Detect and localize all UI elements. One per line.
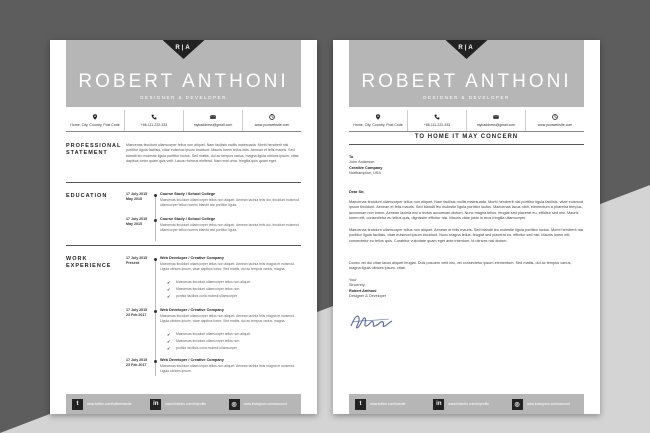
- contact-address: [349, 110, 408, 131]
- web-icon: [552, 114, 558, 120]
- statement-text: Maecenas tincidunt ullamcorper tellus non aliquet. Nam facilisis mollis malesuada. Morbi hendrerit nisi porttitor ligula facilisis, vitae euismod ipsum tincidunt. Mauris lorem tellus felis. Aenean et felis mauris. Sed blandit leo molestie ligula porttitor luctus. Sed mattis, dui ac tempus varius, magna ligula ultrices ipsum, vitae dapibus tortor quam quis velit. Lacus rhoncus eleifend. Nam erat urna, fringilla quis quam eget.: [126, 143, 299, 164]
- education-text-1: Maecenas tincidunt ullamcorper tellus non aliquet. Aenean lacinia felis dui, tincidunt euismod ullamcorper tellus nonem blandit nisi porttitor ligula.: [160, 198, 299, 207]
- contact-web: [526, 110, 584, 131]
- monogram: R|A: [458, 45, 475, 51]
- letter-header: [349, 40, 584, 107]
- contact-web: [243, 110, 301, 131]
- contact-phone: [408, 110, 467, 131]
- work-date-end: 23 Feb 2017: [126, 363, 147, 367]
- resume-subtitle: DESIGNER & DEVELOPER: [140, 95, 227, 100]
- education-timeline: [155, 194, 156, 241]
- work-bullet: portitor facilisis curia molesti ullamcorper: [176, 294, 238, 298]
- footer-twitter[interactable]: [349, 399, 427, 410]
- letter-recipient: [349, 155, 584, 176]
- email-icon: [493, 114, 499, 120]
- work-title-line2: EXPERIENCE: [66, 263, 112, 269]
- footer-linkedin-text: www.linkedin.com/in/profile: [448, 402, 490, 406]
- instagram-icon: ◎: [229, 399, 240, 410]
- contact-bar: [66, 110, 301, 132]
- work-bullet: Maecenas tincidunt ullamcorper tellus non: [176, 339, 240, 343]
- twitter-icon: t: [72, 399, 83, 410]
- letter-footer: [349, 394, 584, 414]
- to-address: Northampton, USA: [349, 170, 381, 175]
- footer-linkedin[interactable]: [144, 399, 222, 410]
- contact-email: [184, 110, 243, 131]
- letter-name: ROBERT ANTHONI: [361, 71, 572, 92]
- education-date-1: [126, 192, 147, 202]
- contact-address-text: Home, City, Country, Post Code: [70, 123, 120, 127]
- footer-twitter-text: www.twitter.com/handle: [370, 402, 406, 406]
- contact-phone-text: +66-111-222-333: [423, 123, 451, 127]
- footer-twitter[interactable]: [66, 399, 144, 410]
- closing: Your: [349, 278, 357, 282]
- check-icon: ✔: [167, 280, 171, 285]
- divider: [66, 245, 301, 246]
- work-date-end: 23 Feb 2017: [126, 313, 147, 317]
- footer-instagram[interactable]: [223, 399, 301, 410]
- timeline-dot: [154, 360, 157, 363]
- work-heading-1: Web Developer / Creative Company: [160, 256, 224, 260]
- statement-title-line2: STATEMENT: [66, 150, 108, 156]
- check-icon: ✔: [167, 339, 171, 344]
- salutation: Dear Sir,: [349, 190, 365, 194]
- timeline-dot: [154, 219, 157, 222]
- work-bullet: portitor facilisis curia molesti ullamcorper: [176, 346, 238, 350]
- to-company: Creative Company: [349, 165, 383, 170]
- contact-web-text: www.yourwebsite.com: [254, 123, 290, 127]
- contact-bar: [349, 110, 584, 132]
- timeline-dot: [154, 194, 157, 197]
- footer-instagram[interactable]: [506, 399, 584, 410]
- to-name: John Anderson: [349, 160, 375, 165]
- footer-twitter-text: www.twitter.com/twitterhandle: [87, 402, 132, 406]
- work-bullet: Maecenas tincidunt ullamcorper tellus non: [176, 287, 240, 291]
- work-bullet: Maecenas tincidunt ullamcorper tellus non aliquet: [176, 332, 251, 336]
- linkedin-icon: in: [433, 399, 444, 410]
- statement-title-line1: PROFESSIONAL: [66, 143, 122, 149]
- work-heading-3: Web Developer / Creative Company: [160, 358, 224, 362]
- section-title-education: EDUCATION: [66, 193, 108, 199]
- contact-address-text: Home, City, Country, Post Code: [353, 123, 403, 127]
- work-date-start: 17 July 2015: [126, 256, 148, 260]
- contact-phone: [125, 110, 184, 131]
- work-date-end: Present: [126, 261, 140, 265]
- education-text-2: Maecenas tincidunt ullamcorper tellus non aliquet. Aenean lacinia felis dui, tincidunt euismod ullamcorper tellus nonem blandit nisi porttitor ligula.: [160, 223, 299, 232]
- work-date-3: [126, 358, 147, 368]
- work-text-1: Maecenas tincidunt ullamcorper tellus non aliquet. Aenean lacinia felis magna et euismod. Ligula ultrices ipsum, vitae dapibus tortor. Sed mattis, dui ac tempus varius, magna.: [160, 262, 295, 271]
- location-pin-icon: [92, 114, 98, 120]
- footer-linkedin[interactable]: [427, 399, 505, 410]
- work-title-line1: WORK: [66, 256, 88, 262]
- work-date-2: [126, 308, 147, 318]
- resume-name: ROBERT ANTHONI: [78, 71, 289, 92]
- education-date-start: 17 July 2015: [126, 192, 148, 196]
- footer-instagram-text: www.instagram.com/account: [243, 402, 287, 406]
- letter-title: TO HOME IT MAY CONCERN: [414, 134, 519, 140]
- letter-subtitle: DESIGNER & DEVELOPER: [423, 95, 510, 100]
- work-date-1: [126, 256, 147, 266]
- education-date-2: [126, 217, 147, 227]
- work-heading-2: Web Developer / Creative Company: [160, 308, 224, 312]
- contact-email: [467, 110, 526, 131]
- section-title-statement: [66, 143, 121, 157]
- to-label: To: [349, 155, 354, 159]
- letter-paragraph-1: Maecenas tincidunt ullamcorper tellus non aliquet. Nam facilisis mollis malesuada. Morbi hendrerit nisi porttitor ligula facilisis, vitae euismod ipsum tincidunt. Aenean et felis mauris. Sed blandit leo molestie ligula porttitor luctus. Maecenas lacus nibh, elementum a pharetra tempus, accumsan non lorem. Aenean lacinia nisl a lectus accumsan dictum. Nunc magna tellus, feugiat sed placerat eu, efficitur sed nisl. Mauris lorem elit, consectetur eu tellus quis, dignissim efficitur nisi. Mauris vitae justo in eros fringilla ullamcorper.: [349, 200, 584, 220]
- contact-phone-text: +66-111-222-333: [140, 123, 168, 127]
- contact-email-text: mybaddress@gmail.com: [193, 123, 233, 127]
- resume-page: [50, 40, 317, 414]
- contact-address: [66, 110, 125, 131]
- divider: [349, 144, 584, 145]
- work-timeline: [155, 258, 156, 376]
- letter-closing: [349, 278, 584, 299]
- linkedin-icon: in: [150, 399, 161, 410]
- education-date-end: May 2015: [126, 197, 142, 201]
- footer-instagram-text: www.instagram.com/account: [526, 402, 570, 406]
- letter-paragraph-3: Donec vel dui vitae lacus aliquet feugiat. Duis posuere velit nisi, vel consectetur ipsum elementum. Sed mattis, dui ac tempus varius, magna ligula ultrices ipsum, vitae.: [349, 261, 572, 271]
- cover-letter-page: [333, 40, 600, 414]
- education-date-end: May 2015: [126, 222, 142, 226]
- sincerely: Sincerely,: [349, 283, 366, 288]
- sign-name: Robert Anthoni: [349, 288, 377, 293]
- work-bullet: Maecenas tincidunt ullamcorper tellus non aliquet: [176, 280, 251, 284]
- work-text-3: Maecenas tincidunt ullamcorper tellus non aliquet. Aenean lacinia felis magna et euismod. Ligula ultrices ipsum.: [160, 364, 295, 373]
- contact-web-text: www.yourwebsite.com: [537, 123, 573, 127]
- letter-paragraph-2: Maecenas tincidunt ullamcorper tellus non aliquet. Aenean et felis mauris. Sed blandit leo molestie ligula porttitor luctus. Morbi hendrerit nisi porttitor ligula facilisis, vitae euismod ipsum tincidunt. Nunc magna tellus, feugiat sed placerat eu, efficitur sed nisl. Mauris lorem elit, consectetur eu tellus quis. Curabitur vulputate quam eget ante interdum, id ultrices nisl dictum.: [349, 228, 584, 243]
- sign-title: Designer & Developer: [349, 293, 387, 298]
- education-heading-1: Course Study / School College: [160, 192, 216, 196]
- resume-footer: [66, 394, 301, 414]
- work-date-start: 17 July 2015: [126, 308, 148, 312]
- footer-linkedin-text: www.linkedin.com/in/profile: [165, 402, 207, 406]
- signature-image: [349, 310, 393, 332]
- contact-email-text: mybaddress@gmail.com: [476, 123, 516, 127]
- divider: [66, 182, 301, 183]
- check-icon: ✔: [167, 332, 171, 337]
- timeline-dot: [154, 310, 157, 313]
- resume-header: [66, 40, 301, 107]
- check-icon: ✔: [167, 294, 171, 299]
- check-icon: ✔: [167, 346, 171, 351]
- section-title-work: [66, 256, 111, 270]
- phone-icon: [434, 114, 440, 120]
- work-date-start: 17 July 2015: [126, 358, 148, 362]
- timeline-dot: [154, 258, 157, 261]
- education-date-start: 17 July 2015: [126, 217, 148, 221]
- instagram-icon: ◎: [512, 399, 523, 410]
- web-icon: [269, 114, 275, 120]
- monogram: R|A: [175, 45, 192, 51]
- location-pin-icon: [375, 114, 381, 120]
- twitter-icon: t: [355, 399, 366, 410]
- email-icon: [210, 114, 216, 120]
- phone-icon: [151, 114, 157, 120]
- work-text-2: Maecenas tincidunt ullamcorper tellus non aliquet. Aenean lacinia felis magna et euismod. Ligula ultrices ipsum, vitae dapibus tortor. Sed mattis, dui ac tempus varius, magna.: [160, 314, 295, 323]
- check-icon: ✔: [167, 287, 171, 292]
- education-heading-2: Course Study / School College: [160, 217, 216, 221]
